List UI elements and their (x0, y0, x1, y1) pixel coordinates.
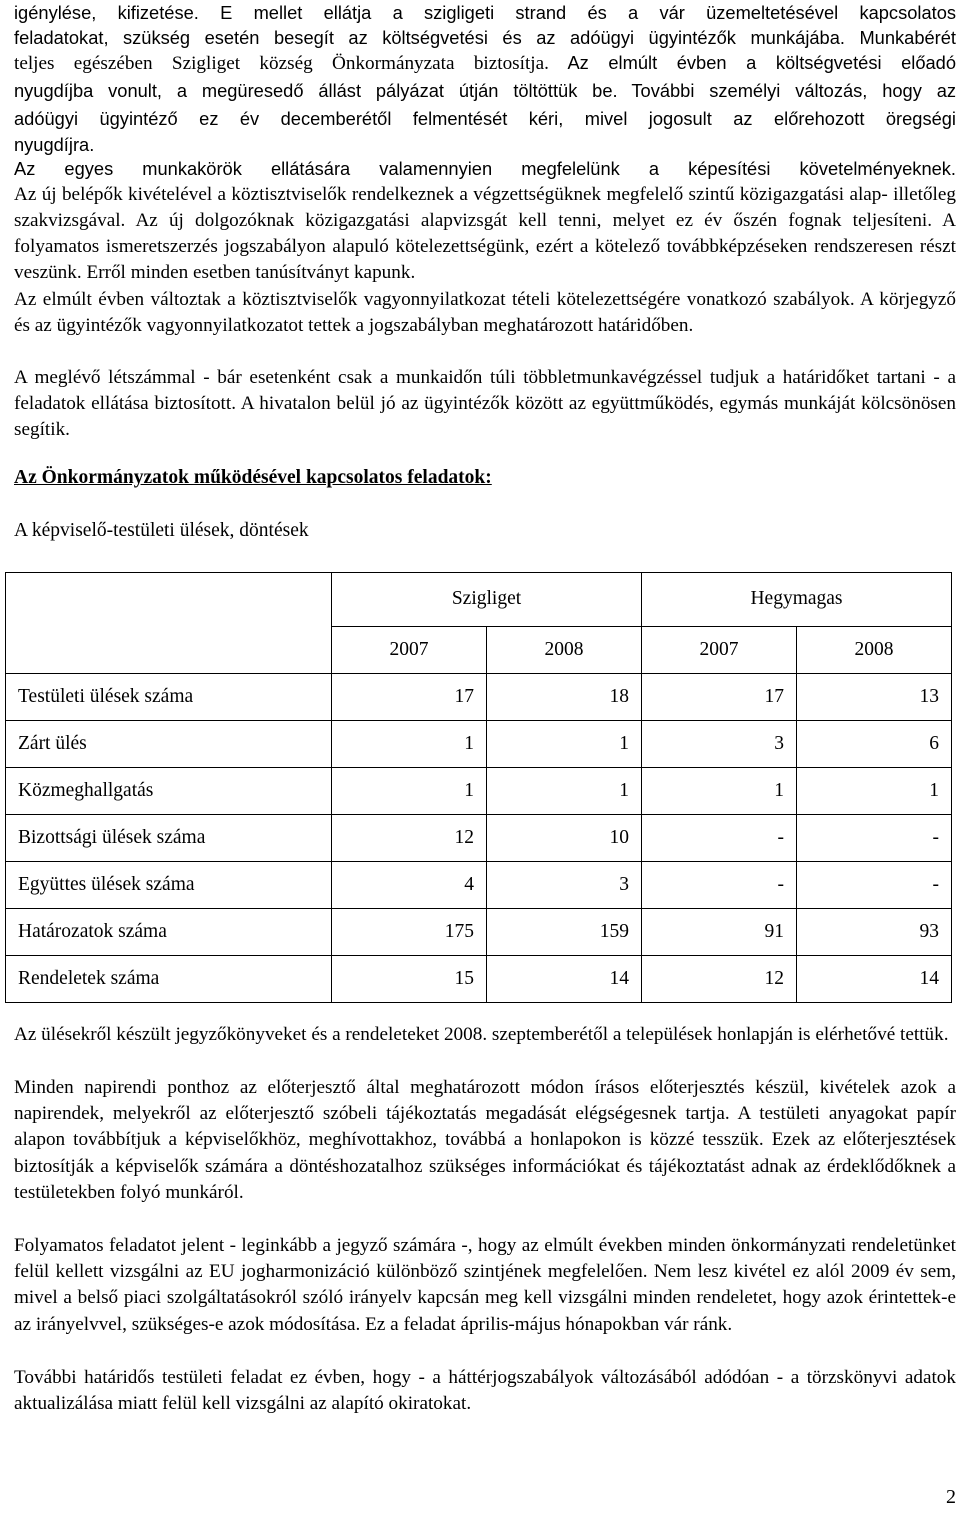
table-cell: 91 (642, 909, 797, 956)
table-row (6, 721, 952, 768)
table-cell: 6 (797, 721, 952, 768)
table-cell: 17 (332, 674, 487, 721)
staffing-paragraph: A meglévő létszámmal - bár esetenként csak a munkaidőn túli többletmunkavégzéssel tudjuk a határidőket tartani - a feladatok ellátása biztosított. A hivatalon belül jó az ügyintézők között az együttműködés, egymás munkáját kölcsönösen segítik. (14, 367, 956, 440)
intro-line-1: igénylése, kifizetése. E mellet ellátja a szigligeti strand és a vár üzemeltetésével kapcsolatos (14, 2, 956, 23)
table-row (6, 674, 952, 721)
table-row-label: Együttes ülések száma (6, 862, 332, 909)
intro-line-3 (14, 50, 956, 78)
table-cell: 13 (797, 674, 952, 721)
table-cell: 1 (487, 721, 642, 768)
intro-line-4 (14, 78, 956, 106)
table-row (6, 956, 952, 1003)
table-cell: 3 (487, 862, 642, 909)
intro-line-3-sans: Az elmúlt évben a költségvetési előadó (567, 52, 956, 74)
table-cell: 18 (487, 674, 642, 721)
intro-paragraph (14, 0, 956, 157)
section-heading: Az Önkormányzatok működésével kapcsolatos feladatok: (14, 467, 492, 488)
table-cell: 1 (487, 768, 642, 815)
intro-line-2: feladatokat, szükség esetén besegít az költségvetési és az adóügyi ügyintézők munkájába. Munkabérét (14, 27, 956, 49)
table-cell: - (797, 862, 952, 909)
table-year-header: 2007 (332, 626, 487, 673)
table-row-label: Rendeletek száma (6, 956, 332, 1003)
table-row-label: Közmeghallgatás (6, 768, 332, 815)
table-cell: 4 (332, 862, 487, 909)
table-cell: 1 (332, 721, 487, 768)
agenda-paragraph: Minden napirendi ponthoz az előterjesztő által meghatározott módon írásos előterjesztés készül, kivételek azok a napirendek, melyekről az előterjesztő szóbeli tájékoztatás megadását elégségesnek tartja. A testületi anyagokat papír alapon továbbítjuk a képviselőkhöz, meghívottakhoz, továbbá a honlapokon is közzé tesszük. Ezek az előterjesztések biztosítják a képviselők számára a döntéshozatalhoz szükséges információkat és tájékoztatást adnak az érdeklődőknek a testületekben folyó munkáról. (14, 1077, 956, 1203)
table-cell: 14 (487, 956, 642, 1003)
intro-line-4-sans-b: További személyi változás, hogy az (631, 80, 957, 102)
asset-declaration-paragraph: Az elmúlt évben változtak a köztisztviselők vagyonnyilatkozat tételi kötelezettségére vonatkozó szabályok. A körjegyző és az ügyintézők vagyonnyilatkozatot tettek a jogszabályban meghatározott határidőben. (14, 289, 956, 336)
meetings-table (5, 572, 952, 1003)
table-group-row (6, 573, 952, 627)
table-cell: - (797, 815, 952, 862)
intro-line-5: adóügyi ügyintéző ez év decemberétől felmentését kéri, mivel jogosult az előrehozott öregségi (14, 108, 956, 130)
table-row (6, 909, 952, 956)
table-cell: 1 (332, 768, 487, 815)
page-number: 2 (946, 1486, 956, 1508)
table-group-header: Szigliget (332, 573, 642, 627)
table-row-label: Bizottsági ülések száma (6, 815, 332, 862)
table-cell: 14 (797, 956, 952, 1003)
minutes-paragraph: Az ülésekről készült jegyzőkönyveket és a rendeleteket 2008. szeptemberétől a települések honlapján is elérhetővé tettük. (14, 1024, 949, 1045)
table-cell: 93 (797, 909, 952, 956)
table-cell: 159 (487, 909, 642, 956)
table-cell: - (642, 862, 797, 909)
table-row-label: Határozatok száma (6, 909, 332, 956)
requirements-line-1: Az egyes munkakörök ellátására valamennyien megfelelünk a képesítési követelményeknek. (14, 158, 956, 179)
regulation-review-paragraph: Folyamatos feladatot jelent - leginkább a jegyző számára -, hogy az elmúlt években minden önkormányzati rendeletünket felül kellett vizsgálni az EU jogharmonizáció különböző szintjének megfelelően. Nem lesz kivétel ez alól 2009 év sem, mivel a belső piaci szolgáltatásokról szóló irányelv kapcsán meg kell vizsgálni minden rendeletet, hogy azok érintettek-e az irányelvvel, szükséges-e azok módosítása. Ez a feladat április-május hónapokban vár ránk. (14, 1235, 956, 1335)
table-row (6, 815, 952, 862)
table-cell: 175 (332, 909, 487, 956)
table-row-label: Testületi ülések száma (6, 674, 332, 721)
section-subheading: A képviselő-testületi ülések, döntések (14, 520, 309, 541)
table-row (6, 768, 952, 815)
requirements-paragraph: Az új belépők kivételével a köztisztviselők rendelkeznek a végzettségüknek megfelelő szintű közigazgatási alap- illetőleg szakvizsgával. Az új dolgozóknak közigazgatási alapvizsgát kell tenni, melyet ez év őszén fognak teljesíteni. A folyamatos ismeretszerzés jogszabályon alapuló kötelezettségünk, ezért a kötelező továbbképzéseken rendszeresen részt veszünk. Erről minden esetben tanúsítványt kapunk. (14, 184, 956, 283)
table-row (6, 862, 952, 909)
table-cell: 12 (642, 956, 797, 1003)
intro-line-3-serif: teljes egészében Szigliget község Önkormányzata biztosítja. (14, 53, 549, 75)
table-corner-cell (6, 573, 332, 674)
table-year-header: 2008 (487, 626, 642, 673)
table-year-header: 2008 (797, 626, 952, 673)
table-cell: 12 (332, 815, 487, 862)
table-cell: 3 (642, 721, 797, 768)
intro-line-4-sans: nyugdíjba vonult, a megüresedő állást pályázat útján töltöttük be. (14, 80, 618, 102)
intro-line-6: nyugdíjra. (14, 133, 95, 155)
table-cell: 15 (332, 956, 487, 1003)
table-cell: 1 (797, 768, 952, 815)
table-cell: 17 (642, 674, 797, 721)
table-row-label: Zárt ülés (6, 721, 332, 768)
table-year-header: 2007 (642, 626, 797, 673)
table-cell: - (642, 815, 797, 862)
table-cell: 1 (642, 768, 797, 815)
deadline-task-paragraph: További határidős testületi feladat ez évben, hogy - a háttérjogszabályok változásából adódóan - a törzskönyvi adatok aktualizálása miatt felül kell vizsgálni az alapító okiratokat. (14, 1367, 956, 1415)
table-cell: 10 (487, 815, 642, 862)
table-group-header: Hegymagas (642, 573, 952, 627)
